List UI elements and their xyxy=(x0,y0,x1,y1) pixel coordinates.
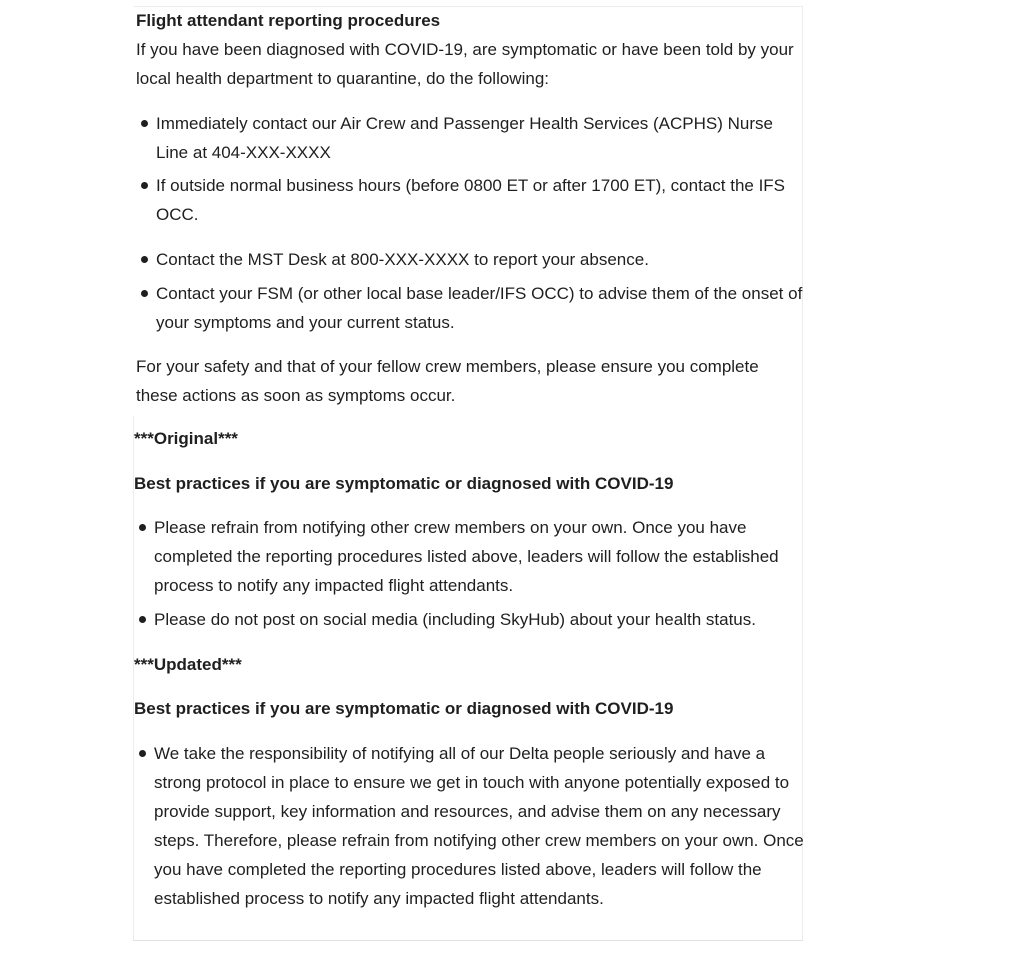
reporting-bullet xyxy=(136,109,806,167)
original-bullet xyxy=(134,513,804,600)
updated-bullet-text: We take the responsibility of notifying all of our Delta people seriously and have a strong protocol in place to ensure we get in touch with anyone potentially exposed to provide support, key information and resources, and advise them on any necessary steps. Therefore, please refrain from notifying other crew members on your own. Once you have completed the reporting procedures listed above, leaders will follow the established process to notify any impacted flight attendants. xyxy=(154,744,804,908)
bullet-dot-icon xyxy=(141,290,148,297)
bullet-dot-icon xyxy=(139,750,146,757)
original-bullet-text: Please refrain from notifying other crew members on your own. Once you have completed the reporting procedures listed above, leaders will follow the established process to notify any impacted flight attendants. xyxy=(154,518,779,595)
original-bullet-text: Please do not post on social media (including SkyHub) about your health status. xyxy=(154,610,756,629)
reporting-closing-text: For your safety and that of your fellow crew members, please ensure you complete these actions as soon as symptoms occur. xyxy=(136,357,759,405)
reporting-intro-text: If you have been diagnosed with COVID-19, are symptomatic or have been told by your local health department to quarantine, do the following: xyxy=(136,40,794,88)
original-bullet xyxy=(134,605,804,634)
reporting-bullet-text: Contact the MST Desk at 800-XXX-XXXX to report your absence. xyxy=(156,250,649,269)
reporting-bullet-text: If outside normal business hours (before 0800 ET or after 1700 ET), contact the IFS OCC. xyxy=(156,176,786,224)
bullet-dot-icon xyxy=(141,120,148,127)
original-best-practices-title: Best practices if you are symptomatic or diagnosed with COVID-19 xyxy=(134,474,674,493)
reporting-bullet xyxy=(136,245,806,274)
bullet-dot-icon xyxy=(139,616,146,623)
original-marker: ***Original*** xyxy=(134,429,238,448)
updated-bullet xyxy=(134,739,804,913)
reporting-bullet-text: Immediately contact our Air Crew and Passenger Health Services (ACPHS) Nurse Line at 404-XXX-XXXX xyxy=(156,114,773,162)
reporting-bullet xyxy=(136,279,806,337)
reporting-bullet xyxy=(136,171,806,229)
bullet-dot-icon xyxy=(139,524,146,531)
reporting-bullet-text: Contact your FSM (or other local base leader/IFS OCC) to advise them of the onset of your symptoms and your current status. xyxy=(156,284,803,332)
reporting-procedures-title: Flight attendant reporting procedures xyxy=(136,11,441,30)
updated-marker: ***Updated*** xyxy=(134,655,242,674)
bullet-dot-icon xyxy=(141,182,148,189)
updated-best-practices-title: Best practices if you are symptomatic or diagnosed with COVID-19 xyxy=(134,699,674,718)
bullet-dot-icon xyxy=(141,256,148,263)
